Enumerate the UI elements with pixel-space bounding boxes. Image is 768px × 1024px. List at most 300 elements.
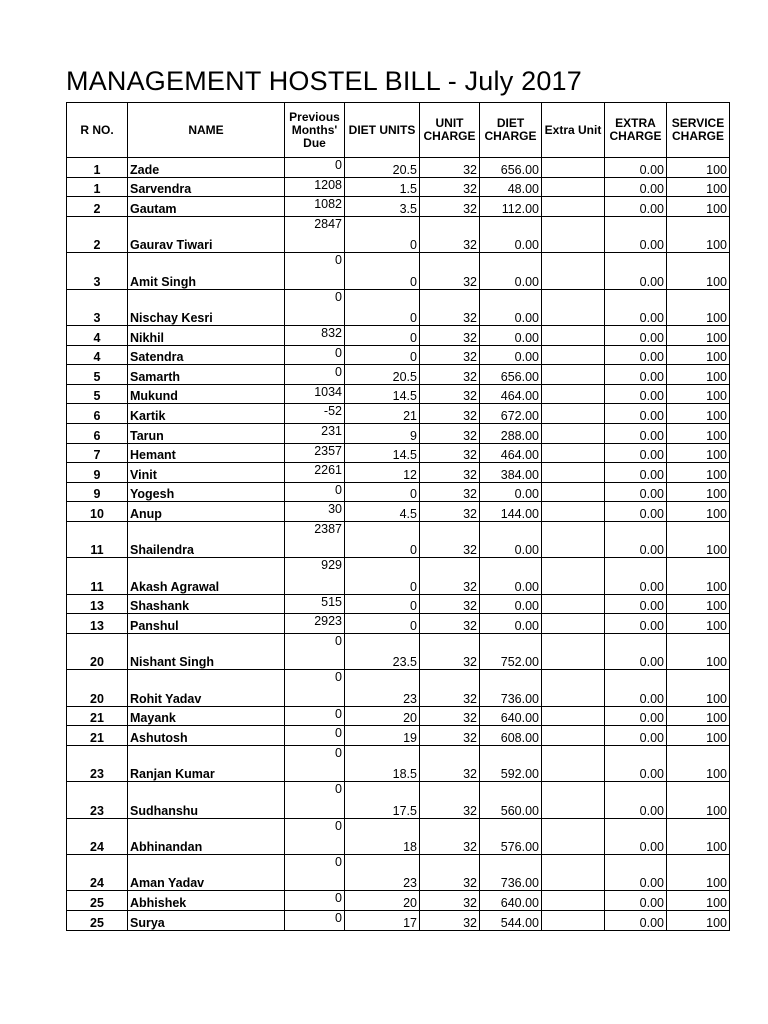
cell-extra-charge: 0.00 — [605, 891, 667, 911]
cell-rno: 20 — [67, 670, 128, 706]
cell-name: Vinit — [128, 463, 285, 483]
cell-diet-units: 0 — [345, 325, 420, 345]
cell-rno: 20 — [67, 633, 128, 669]
cell-name: Yogesh — [128, 482, 285, 502]
cell-service-charge: 100 — [667, 482, 730, 502]
cell-service-charge: 100 — [667, 614, 730, 634]
cell-extra-charge: 0.00 — [605, 594, 667, 614]
cell-service-charge: 100 — [667, 891, 730, 911]
cell-previous-due: 0 — [285, 855, 345, 891]
cell-diet-units: 17.5 — [345, 782, 420, 818]
cell-service-charge: 100 — [667, 726, 730, 746]
cell-extra-charge: 0.00 — [605, 253, 667, 289]
table-row — [67, 177, 730, 197]
cell-rno: 4 — [67, 345, 128, 365]
cell-diet-units: 21 — [345, 404, 420, 424]
cell-diet-charge: 464.00 — [480, 384, 542, 404]
cell-diet-units: 19 — [345, 726, 420, 746]
cell-unit-charge: 32 — [420, 482, 480, 502]
cell-extra-charge: 0.00 — [605, 706, 667, 726]
cell-unit-charge: 32 — [420, 216, 480, 252]
cell-previous-due: 929 — [285, 558, 345, 594]
table-row — [67, 521, 730, 557]
cell-diet-units: 0 — [345, 521, 420, 557]
header-diet-charge: DIET CHARGE — [480, 103, 542, 158]
cell-name: Sarvendra — [128, 177, 285, 197]
cell-previous-due: 0 — [285, 745, 345, 781]
cell-name: Hemant — [128, 443, 285, 463]
cell-name: Ranjan Kumar — [128, 745, 285, 781]
cell-service-charge: 100 — [667, 706, 730, 726]
cell-extra-unit — [542, 818, 605, 854]
cell-diet-charge: 0.00 — [480, 345, 542, 365]
cell-unit-charge: 32 — [420, 158, 480, 178]
cell-rno: 13 — [67, 594, 128, 614]
cell-unit-charge: 32 — [420, 891, 480, 911]
table-row — [67, 423, 730, 443]
cell-diet-units: 9 — [345, 423, 420, 443]
cell-service-charge: 100 — [667, 365, 730, 385]
table-row — [67, 594, 730, 614]
cell-previous-due: 0 — [285, 670, 345, 706]
cell-rno: 25 — [67, 910, 128, 930]
cell-rno: 24 — [67, 855, 128, 891]
table-row — [67, 706, 730, 726]
cell-diet-charge: 0.00 — [480, 521, 542, 557]
cell-name: Sudhanshu — [128, 782, 285, 818]
header-previous-due: Previous Months' Due — [285, 103, 345, 158]
cell-rno: 5 — [67, 365, 128, 385]
cell-diet-units: 23 — [345, 855, 420, 891]
cell-diet-charge: 0.00 — [480, 253, 542, 289]
cell-rno: 7 — [67, 443, 128, 463]
table-row — [67, 345, 730, 365]
table-row — [67, 216, 730, 252]
cell-extra-charge: 0.00 — [605, 558, 667, 594]
cell-unit-charge: 32 — [420, 594, 480, 614]
cell-extra-charge: 0.00 — [605, 423, 667, 443]
cell-unit-charge: 32 — [420, 325, 480, 345]
cell-previous-due: 1034 — [285, 384, 345, 404]
cell-previous-due: 0 — [285, 253, 345, 289]
cell-extra-unit — [542, 177, 605, 197]
cell-unit-charge: 32 — [420, 384, 480, 404]
cell-unit-charge: 32 — [420, 404, 480, 424]
table-row — [67, 404, 730, 424]
cell-diet-charge: 464.00 — [480, 443, 542, 463]
cell-diet-charge: 592.00 — [480, 745, 542, 781]
cell-diet-charge: 672.00 — [480, 404, 542, 424]
cell-diet-units: 3.5 — [345, 197, 420, 217]
cell-unit-charge: 32 — [420, 423, 480, 443]
cell-name: Kartik — [128, 404, 285, 424]
cell-extra-charge: 0.00 — [605, 745, 667, 781]
cell-previous-due: 0 — [285, 706, 345, 726]
cell-previous-due: 0 — [285, 891, 345, 911]
cell-service-charge: 100 — [667, 745, 730, 781]
cell-extra-unit — [542, 594, 605, 614]
cell-unit-charge: 32 — [420, 855, 480, 891]
cell-extra-charge: 0.00 — [605, 910, 667, 930]
cell-previous-due: 0 — [285, 782, 345, 818]
cell-extra-unit — [542, 558, 605, 594]
cell-previous-due: 2261 — [285, 463, 345, 483]
cell-diet-units: 18 — [345, 818, 420, 854]
table-row — [67, 158, 730, 178]
table-row — [67, 325, 730, 345]
cell-previous-due: 0 — [285, 482, 345, 502]
cell-service-charge: 100 — [667, 855, 730, 891]
cell-name: Shashank — [128, 594, 285, 614]
cell-extra-charge: 0.00 — [605, 197, 667, 217]
cell-diet-charge: 608.00 — [480, 726, 542, 746]
cell-diet-units: 0 — [345, 594, 420, 614]
cell-previous-due: 0 — [285, 633, 345, 669]
cell-unit-charge: 32 — [420, 253, 480, 289]
cell-extra-unit — [542, 891, 605, 911]
cell-service-charge: 100 — [667, 521, 730, 557]
cell-service-charge: 100 — [667, 158, 730, 178]
cell-name: Akash Agrawal — [128, 558, 285, 594]
cell-unit-charge: 32 — [420, 443, 480, 463]
table-row — [67, 463, 730, 483]
cell-unit-charge: 32 — [420, 745, 480, 781]
cell-extra-charge: 0.00 — [605, 325, 667, 345]
cell-service-charge: 100 — [667, 558, 730, 594]
cell-diet-charge: 0.00 — [480, 482, 542, 502]
page-title: MANAGEMENT HOSTEL BILL - July 2017 — [66, 66, 582, 96]
cell-service-charge: 100 — [667, 818, 730, 854]
cell-extra-unit — [542, 745, 605, 781]
cell-rno: 2 — [67, 216, 128, 252]
table-row — [67, 818, 730, 854]
cell-diet-charge: 560.00 — [480, 782, 542, 818]
cell-name: Anup — [128, 502, 285, 522]
cell-unit-charge: 32 — [420, 782, 480, 818]
cell-diet-units: 0 — [345, 216, 420, 252]
cell-extra-charge: 0.00 — [605, 345, 667, 365]
cell-name: Mayank — [128, 706, 285, 726]
cell-diet-charge: 0.00 — [480, 614, 542, 634]
cell-diet-units: 18.5 — [345, 745, 420, 781]
cell-service-charge: 100 — [667, 289, 730, 325]
cell-extra-unit — [542, 325, 605, 345]
cell-service-charge: 100 — [667, 910, 730, 930]
table-row — [67, 443, 730, 463]
table-row — [67, 726, 730, 746]
cell-diet-units: 20 — [345, 706, 420, 726]
cell-service-charge: 100 — [667, 670, 730, 706]
cell-extra-charge: 0.00 — [605, 482, 667, 502]
cell-name: Mukund — [128, 384, 285, 404]
cell-name: Gautam — [128, 197, 285, 217]
cell-rno: 4 — [67, 325, 128, 345]
table-body — [67, 158, 730, 931]
cell-extra-unit — [542, 482, 605, 502]
cell-rno: 23 — [67, 782, 128, 818]
cell-rno: 23 — [67, 745, 128, 781]
cell-unit-charge: 32 — [420, 289, 480, 325]
cell-service-charge: 100 — [667, 404, 730, 424]
cell-rno: 11 — [67, 558, 128, 594]
cell-extra-unit — [542, 384, 605, 404]
cell-unit-charge: 32 — [420, 463, 480, 483]
header-name: NAME — [128, 103, 285, 158]
cell-rno: 13 — [67, 614, 128, 634]
cell-extra-unit — [542, 404, 605, 424]
table-row — [67, 670, 730, 706]
cell-extra-charge: 0.00 — [605, 365, 667, 385]
cell-service-charge: 100 — [667, 463, 730, 483]
cell-previous-due: 30 — [285, 502, 345, 522]
table-row — [67, 197, 730, 217]
cell-extra-unit — [542, 706, 605, 726]
cell-extra-charge: 0.00 — [605, 521, 667, 557]
cell-service-charge: 100 — [667, 594, 730, 614]
cell-extra-unit — [542, 345, 605, 365]
cell-extra-unit — [542, 463, 605, 483]
cell-previous-due: 2923 — [285, 614, 345, 634]
cell-diet-units: 12 — [345, 463, 420, 483]
cell-previous-due: 0 — [285, 365, 345, 385]
cell-name: Zade — [128, 158, 285, 178]
cell-name: Satendra — [128, 345, 285, 365]
cell-rno: 2 — [67, 197, 128, 217]
cell-diet-charge: 288.00 — [480, 423, 542, 443]
cell-name: Nikhil — [128, 325, 285, 345]
cell-previous-due: 1082 — [285, 197, 345, 217]
cell-diet-charge: 0.00 — [480, 558, 542, 594]
cell-service-charge: 100 — [667, 443, 730, 463]
cell-service-charge: 100 — [667, 197, 730, 217]
cell-diet-units: 20.5 — [345, 158, 420, 178]
table-row — [67, 910, 730, 930]
cell-unit-charge: 32 — [420, 818, 480, 854]
cell-extra-charge: 0.00 — [605, 614, 667, 634]
cell-diet-units: 0 — [345, 614, 420, 634]
cell-extra-unit — [542, 365, 605, 385]
cell-unit-charge: 32 — [420, 726, 480, 746]
cell-rno: 1 — [67, 177, 128, 197]
header-row — [67, 103, 730, 158]
cell-unit-charge: 32 — [420, 910, 480, 930]
cell-diet-units: 23 — [345, 670, 420, 706]
cell-unit-charge: 32 — [420, 558, 480, 594]
cell-previous-due: 0 — [285, 158, 345, 178]
cell-name: Amit Singh — [128, 253, 285, 289]
cell-diet-charge: 576.00 — [480, 818, 542, 854]
cell-diet-charge: 752.00 — [480, 633, 542, 669]
cell-rno: 3 — [67, 253, 128, 289]
cell-rno: 6 — [67, 423, 128, 443]
header-diet-units: DIET UNITS — [345, 103, 420, 158]
cell-extra-unit — [542, 782, 605, 818]
cell-previous-due: 2357 — [285, 443, 345, 463]
cell-previous-due: 832 — [285, 325, 345, 345]
cell-previous-due: 0 — [285, 345, 345, 365]
cell-rno: 21 — [67, 726, 128, 746]
table-row — [67, 558, 730, 594]
cell-name: Gaurav Tiwari — [128, 216, 285, 252]
cell-unit-charge: 32 — [420, 633, 480, 669]
table-row — [67, 384, 730, 404]
cell-rno: 11 — [67, 521, 128, 557]
cell-name: Samarth — [128, 365, 285, 385]
cell-extra-charge: 0.00 — [605, 463, 667, 483]
cell-extra-unit — [542, 614, 605, 634]
cell-unit-charge: 32 — [420, 365, 480, 385]
cell-diet-charge: 48.00 — [480, 177, 542, 197]
table-row — [67, 289, 730, 325]
cell-extra-charge: 0.00 — [605, 384, 667, 404]
cell-previous-due: 0 — [285, 818, 345, 854]
cell-name: Aman Yadav — [128, 855, 285, 891]
cell-rno: 6 — [67, 404, 128, 424]
cell-extra-unit — [542, 633, 605, 669]
table-row — [67, 782, 730, 818]
cell-diet-charge: 736.00 — [480, 855, 542, 891]
cell-service-charge: 100 — [667, 253, 730, 289]
header-rno: R NO. — [67, 103, 128, 158]
cell-extra-unit — [542, 502, 605, 522]
header-extra-unit: Extra Unit — [542, 103, 605, 158]
cell-previous-due: 0 — [285, 910, 345, 930]
cell-extra-unit — [542, 726, 605, 746]
cell-diet-charge: 656.00 — [480, 365, 542, 385]
cell-name: Shailendra — [128, 521, 285, 557]
cell-service-charge: 100 — [667, 423, 730, 443]
cell-service-charge: 100 — [667, 384, 730, 404]
cell-service-charge: 100 — [667, 782, 730, 818]
cell-extra-unit — [542, 289, 605, 325]
cell-name: Panshul — [128, 614, 285, 634]
cell-extra-charge: 0.00 — [605, 633, 667, 669]
cell-rno: 3 — [67, 289, 128, 325]
cell-service-charge: 100 — [667, 177, 730, 197]
cell-extra-unit — [542, 521, 605, 557]
cell-extra-unit — [542, 197, 605, 217]
cell-previous-due: 0 — [285, 726, 345, 746]
cell-diet-units: 0 — [345, 253, 420, 289]
table-row — [67, 502, 730, 522]
cell-diet-charge: 0.00 — [480, 594, 542, 614]
cell-name: Abhinandan — [128, 818, 285, 854]
cell-rno: 21 — [67, 706, 128, 726]
header-unit-charge: UNIT CHARGE — [420, 103, 480, 158]
cell-diet-units: 0 — [345, 289, 420, 325]
cell-diet-units: 1.5 — [345, 177, 420, 197]
table-row — [67, 482, 730, 502]
cell-extra-charge: 0.00 — [605, 443, 667, 463]
cell-rno: 25 — [67, 891, 128, 911]
table-row — [67, 614, 730, 634]
cell-diet-units: 20 — [345, 891, 420, 911]
cell-extra-unit — [542, 443, 605, 463]
cell-previous-due: 515 — [285, 594, 345, 614]
cell-unit-charge: 32 — [420, 521, 480, 557]
cell-unit-charge: 32 — [420, 177, 480, 197]
cell-diet-units: 0 — [345, 558, 420, 594]
table-row — [67, 855, 730, 891]
cell-extra-unit — [542, 216, 605, 252]
table-row — [67, 633, 730, 669]
cell-diet-units: 20.5 — [345, 365, 420, 385]
header-extra-charge: EXTRA CHARGE — [605, 103, 667, 158]
cell-name: Rohit Yadav — [128, 670, 285, 706]
cell-extra-charge: 0.00 — [605, 818, 667, 854]
cell-previous-due: 231 — [285, 423, 345, 443]
cell-rno: 5 — [67, 384, 128, 404]
cell-extra-charge: 0.00 — [605, 726, 667, 746]
cell-extra-charge: 0.00 — [605, 855, 667, 891]
cell-unit-charge: 32 — [420, 670, 480, 706]
cell-diet-charge: 0.00 — [480, 289, 542, 325]
cell-extra-unit — [542, 253, 605, 289]
cell-diet-charge: 640.00 — [480, 706, 542, 726]
table-row — [67, 253, 730, 289]
cell-diet-units: 23.5 — [345, 633, 420, 669]
cell-rno: 9 — [67, 482, 128, 502]
cell-diet-charge: 144.00 — [480, 502, 542, 522]
cell-service-charge: 100 — [667, 345, 730, 365]
cell-name: Abhishek — [128, 891, 285, 911]
cell-unit-charge: 32 — [420, 345, 480, 365]
cell-name: Surya — [128, 910, 285, 930]
cell-diet-units: 4.5 — [345, 502, 420, 522]
cell-diet-units: 17 — [345, 910, 420, 930]
table-row — [67, 891, 730, 911]
cell-diet-charge: 640.00 — [480, 891, 542, 911]
cell-extra-charge: 0.00 — [605, 158, 667, 178]
cell-diet-charge: 736.00 — [480, 670, 542, 706]
cell-previous-due: -52 — [285, 404, 345, 424]
cell-diet-units: 0 — [345, 482, 420, 502]
bill-table — [66, 102, 730, 931]
cell-unit-charge: 32 — [420, 502, 480, 522]
cell-rno: 10 — [67, 502, 128, 522]
cell-previous-due: 1208 — [285, 177, 345, 197]
cell-previous-due: 0 — [285, 289, 345, 325]
cell-extra-charge: 0.00 — [605, 289, 667, 325]
cell-previous-due: 2387 — [285, 521, 345, 557]
cell-service-charge: 100 — [667, 325, 730, 345]
cell-diet-charge: 384.00 — [480, 463, 542, 483]
table-row — [67, 745, 730, 781]
cell-unit-charge: 32 — [420, 197, 480, 217]
cell-diet-charge: 544.00 — [480, 910, 542, 930]
cell-unit-charge: 32 — [420, 706, 480, 726]
cell-diet-charge: 656.00 — [480, 158, 542, 178]
cell-extra-charge: 0.00 — [605, 216, 667, 252]
cell-rno: 9 — [67, 463, 128, 483]
cell-extra-unit — [542, 910, 605, 930]
cell-extra-charge: 0.00 — [605, 670, 667, 706]
cell-diet-charge: 0.00 — [480, 216, 542, 252]
cell-diet-charge: 0.00 — [480, 325, 542, 345]
cell-diet-charge: 112.00 — [480, 197, 542, 217]
cell-extra-charge: 0.00 — [605, 782, 667, 818]
cell-service-charge: 100 — [667, 633, 730, 669]
cell-diet-units: 14.5 — [345, 443, 420, 463]
header-service-charge: SERVICE CHARGE — [667, 103, 730, 158]
cell-service-charge: 100 — [667, 502, 730, 522]
cell-rno: 24 — [67, 818, 128, 854]
table-row — [67, 365, 730, 385]
cell-previous-due: 2847 — [285, 216, 345, 252]
cell-extra-charge: 0.00 — [605, 177, 667, 197]
cell-unit-charge: 32 — [420, 614, 480, 634]
cell-name: Nishant Singh — [128, 633, 285, 669]
